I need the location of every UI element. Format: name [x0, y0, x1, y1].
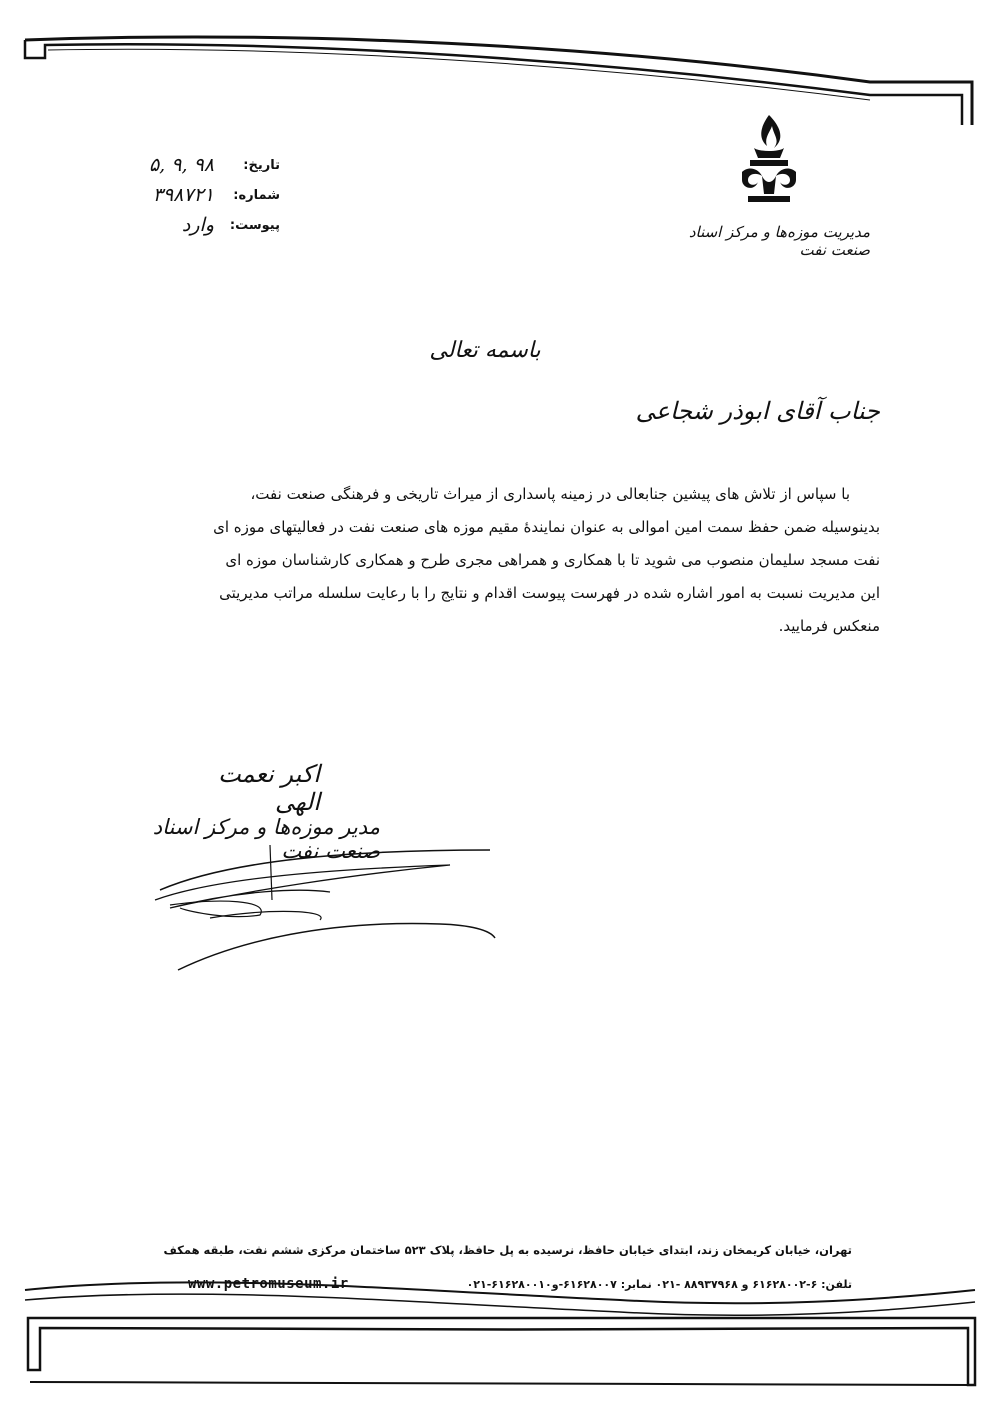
- number-label: شماره:: [233, 187, 280, 203]
- date-value: ۹۸ ,۹ ,۵: [148, 154, 214, 176]
- attachment-value: وارد: [181, 214, 214, 236]
- signatory-title: مدیر موزه‌ها و مرکز اسناد صنعت نفت: [152, 815, 380, 863]
- addressee: جناب آقای ابوذر شجاعی: [635, 397, 880, 425]
- body-line: این مدیریت نسبت به امور اشاره شده در فهرست پیوست اقدام و نتایج را با رعایت سلسله مراتب مدیریتی: [219, 584, 880, 602]
- body-line: نفت مسجد سلیمان منصوب می شوید تا با همکاری و همراهی مجری طرح و همکاری کارشناسان موزه ای: [225, 551, 880, 569]
- number-value: ۳۹۸۷۲۱: [152, 184, 214, 206]
- body-line: با سپاس از تلاش های پیشین جنابعالی در زمینه پاسداری از میراث تاریخی و فرهنگی صنعت نفت،: [250, 485, 850, 503]
- footer-phone: تلفن: ۶-۶۱۶۲۸۰۰۲ و ۸۸۹۳۷۹۶۸ -۰۲۱ نمابر: ۶۱۶۲۸۰۰۷-و۶۱۶۲۸۰۰۱۰-۰۲۱: [466, 1278, 852, 1291]
- body-line: بدینوسیله ضمن حفظ سمت امین اموالی به عنوان نمایندهٔ مقیم موزه های صنعت نفت در فعالیتهای موزه ای: [213, 518, 880, 536]
- footer-website: www.petromuseum.ir: [188, 1276, 349, 1292]
- letter-meta: [100, 150, 280, 240]
- organization-name: مدیریت موزه‌ها و مرکز اسناد صنعت نفت: [688, 223, 870, 259]
- date-label: تاریخ:: [243, 157, 280, 173]
- flame-emblem-icon: [734, 110, 804, 210]
- attachment-row: [100, 210, 280, 240]
- letter-body: [100, 478, 880, 643]
- body-line: منعکس فرمایید.: [778, 617, 880, 635]
- attachment-label: پیوست:: [229, 217, 280, 233]
- signatory-name: اکبر نعمت الهی: [218, 760, 320, 816]
- number-row: [100, 180, 280, 210]
- date-row: [100, 150, 280, 180]
- invocation: باسمه تعالی: [429, 338, 541, 363]
- handwritten-signature: [150, 820, 510, 980]
- footer-address: تهران، خیابان کریمخان زند، ابتدای خیابان حافظ، نرسیده به پل حافظ، پلاک ۵۲۳ ساختمان مرکزی ششم نفت، طبقه همکف: [163, 1243, 852, 1257]
